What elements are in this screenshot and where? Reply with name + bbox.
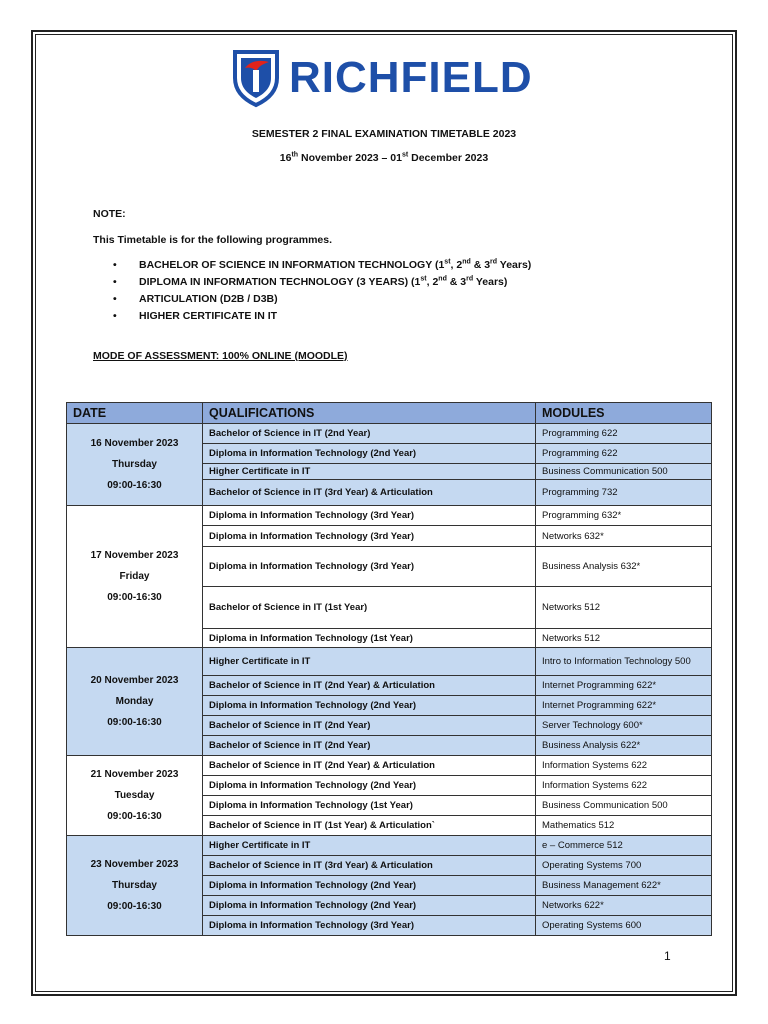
qualification-cell: Higher Certificate in IT (203, 648, 536, 676)
exam-time: 09:00-16:30 (107, 811, 162, 822)
ordinal-suffix: nd (462, 258, 471, 266)
exam-day: Monday (115, 696, 154, 707)
table-row (67, 506, 712, 526)
bullet-icon: • (113, 310, 117, 322)
exam-day: Thursday (111, 459, 157, 470)
programme-text: , 2 (426, 276, 439, 288)
qualification-cell: Higher Certificate in IT (203, 464, 536, 480)
qualification-cell: Bachelor of Science in IT (2nd Year) (203, 716, 536, 736)
exam-date: 23 November 2023 (90, 859, 179, 870)
date-cell (67, 836, 203, 936)
document-title: SEMESTER 2 FINAL EXAMINATION TIMETABLE 2023 (251, 128, 517, 140)
qualification-cell: Diploma in Information Technology (3rd Year) (203, 547, 536, 587)
ordinal-suffix: nd (438, 275, 447, 283)
date-end-suffix: st (401, 151, 409, 159)
qualification-cell: Bachelor of Science in IT (1st Year) (203, 587, 536, 629)
module-cell: Networks 632* (536, 526, 712, 547)
programme-item (113, 275, 531, 292)
module-cell: Operating Systems 600 (536, 916, 712, 936)
date-start-day: 16 (279, 152, 292, 164)
module-cell: Business Analysis 622* (536, 736, 712, 756)
module-cell: Programming 622 (536, 444, 712, 464)
date-cell (67, 648, 203, 756)
qualification-cell: Bachelor of Science in IT (3rd Year) & Articulation (203, 480, 536, 506)
intro-text: This Timetable is for the following programmes. (93, 234, 333, 246)
module-cell: Business Analysis 632* (536, 547, 712, 587)
bullet-icon: • (113, 259, 117, 271)
module-cell: Programming 732 (536, 480, 712, 506)
ordinal-suffix: rd (490, 258, 498, 266)
date-end: December 2023 (408, 152, 489, 164)
date-cell (67, 424, 203, 506)
exam-day: Tuesday (114, 790, 155, 801)
qualification-cell: Diploma in Information Technology (2nd Year) (203, 696, 536, 716)
exam-time: 09:00-16:30 (107, 717, 162, 728)
exam-time: 09:00-16:30 (107, 480, 162, 491)
qualification-cell: Diploma in Information Technology (2nd Year) (203, 876, 536, 896)
module-cell: Business Management 622* (536, 876, 712, 896)
exam-date: 16 November 2023 (90, 438, 179, 449)
qualification-cell: Diploma in Information Technology (2nd Year) (203, 444, 536, 464)
programme-text: Years) (473, 276, 508, 288)
module-cell: Programming 622 (536, 424, 712, 444)
table-row (67, 424, 712, 444)
qualification-cell: Bachelor of Science in IT (2nd Year) (203, 736, 536, 756)
programme-item (113, 258, 531, 275)
module-cell: Business Communication 500 (536, 464, 712, 480)
module-cell: Information Systems 622 (536, 756, 712, 776)
module-cell: Networks 512 (536, 629, 712, 648)
table-row (67, 756, 712, 776)
timetable-table (66, 402, 712, 936)
document-date-range (0, 152, 768, 164)
ordinal-suffix: st (420, 275, 427, 283)
bullet-icon: • (113, 276, 117, 288)
exam-date: 17 November 2023 (90, 550, 179, 561)
header-modules: MODULES (536, 403, 712, 424)
mode-of-assessment: MODE OF ASSESSMENT: 100% ONLINE (MOODLE) (93, 350, 348, 362)
programme-text: BACHELOR OF SCIENCE IN INFORMATION TECHNOLOGY (1 (139, 259, 445, 271)
qualification-cell: Bachelor of Science in IT (2nd Year) (203, 424, 536, 444)
qualification-cell: Diploma in Information Technology (3rd Year) (203, 526, 536, 547)
qualification-cell: Diploma in Information Technology (1st Year) (203, 629, 536, 648)
programme-text: , 2 (450, 259, 463, 271)
programme-item (113, 292, 531, 309)
programme-list (113, 258, 531, 326)
exam-day: Thursday (111, 880, 157, 891)
exam-date: 20 November 2023 (90, 675, 179, 686)
qualification-cell: Diploma in Information Technology (1st Year) (203, 796, 536, 816)
table-row (67, 648, 712, 676)
header-qualifications: QUALIFICATIONS (203, 403, 536, 424)
exam-day: Friday (119, 571, 150, 582)
programme-text: ARTICULATION (D2B / D3B) (139, 293, 278, 305)
programme-text: & 3 (446, 276, 467, 288)
bullet-icon: • (113, 293, 117, 305)
qualification-cell: Higher Certificate in IT (203, 836, 536, 856)
programme-text: HIGHER CERTIFICATE IN IT (139, 310, 278, 322)
qualification-cell: Diploma in Information Technology (3rd Year) (203, 916, 536, 936)
module-cell: e – Commerce 512 (536, 836, 712, 856)
ordinal-suffix: st (444, 258, 451, 266)
note-label: NOTE: (93, 208, 126, 220)
table-row (67, 836, 712, 856)
date-middle: November 2023 – 01 (298, 152, 402, 164)
module-cell: Operating Systems 700 (536, 856, 712, 876)
qualification-cell: Diploma in Information Technology (3rd Year) (203, 506, 536, 526)
exam-time: 09:00-16:30 (107, 592, 162, 603)
date-cell (67, 756, 203, 836)
module-cell: Server Technology 600* (536, 716, 712, 736)
module-cell: Networks 512 (536, 587, 712, 629)
module-cell: Mathematics 512 (536, 816, 712, 836)
qualification-cell: Diploma in Information Technology (2nd Year) (203, 896, 536, 916)
module-cell: Internet Programming 622* (536, 696, 712, 716)
programme-item (113, 309, 531, 326)
ordinal-suffix: rd (466, 275, 474, 283)
qualification-cell: Bachelor of Science in IT (2nd Year) & Articulation (203, 676, 536, 696)
richfield-logo (231, 47, 537, 109)
exam-date: 21 November 2023 (90, 769, 179, 780)
module-cell: Networks 622* (536, 896, 712, 916)
module-cell: Information Systems 622 (536, 776, 712, 796)
qualification-cell: Bachelor of Science in IT (1st Year) & Articulation` (203, 816, 536, 836)
exam-time: 09:00-16:30 (107, 901, 162, 912)
date-start-suffix: th (291, 151, 299, 159)
header-date: DATE (67, 403, 203, 424)
module-cell: Programming 632* (536, 506, 712, 526)
programme-text: & 3 (470, 259, 491, 271)
qualification-cell: Bachelor of Science in IT (3rd Year) & Articulation (203, 856, 536, 876)
date-cell (67, 506, 203, 648)
module-cell: Internet Programming 622* (536, 676, 712, 696)
qualification-cell: Bachelor of Science in IT (2nd Year) & Articulation (203, 756, 536, 776)
page-number: 1 (664, 949, 671, 963)
programme-text: Years) (497, 259, 532, 271)
qualification-cell: Diploma in Information Technology (2nd Year) (203, 776, 536, 796)
brand-name: RICHFIELD (289, 53, 533, 102)
shield-torch-icon (231, 48, 281, 108)
module-cell: Business Communication 500 (536, 796, 712, 816)
module-cell: Intro to Information Technology 500 (536, 648, 712, 676)
table-header-row (67, 403, 712, 424)
programme-text: DIPLOMA IN INFORMATION TECHNOLOGY (3 YEARS) (1 (139, 276, 421, 288)
